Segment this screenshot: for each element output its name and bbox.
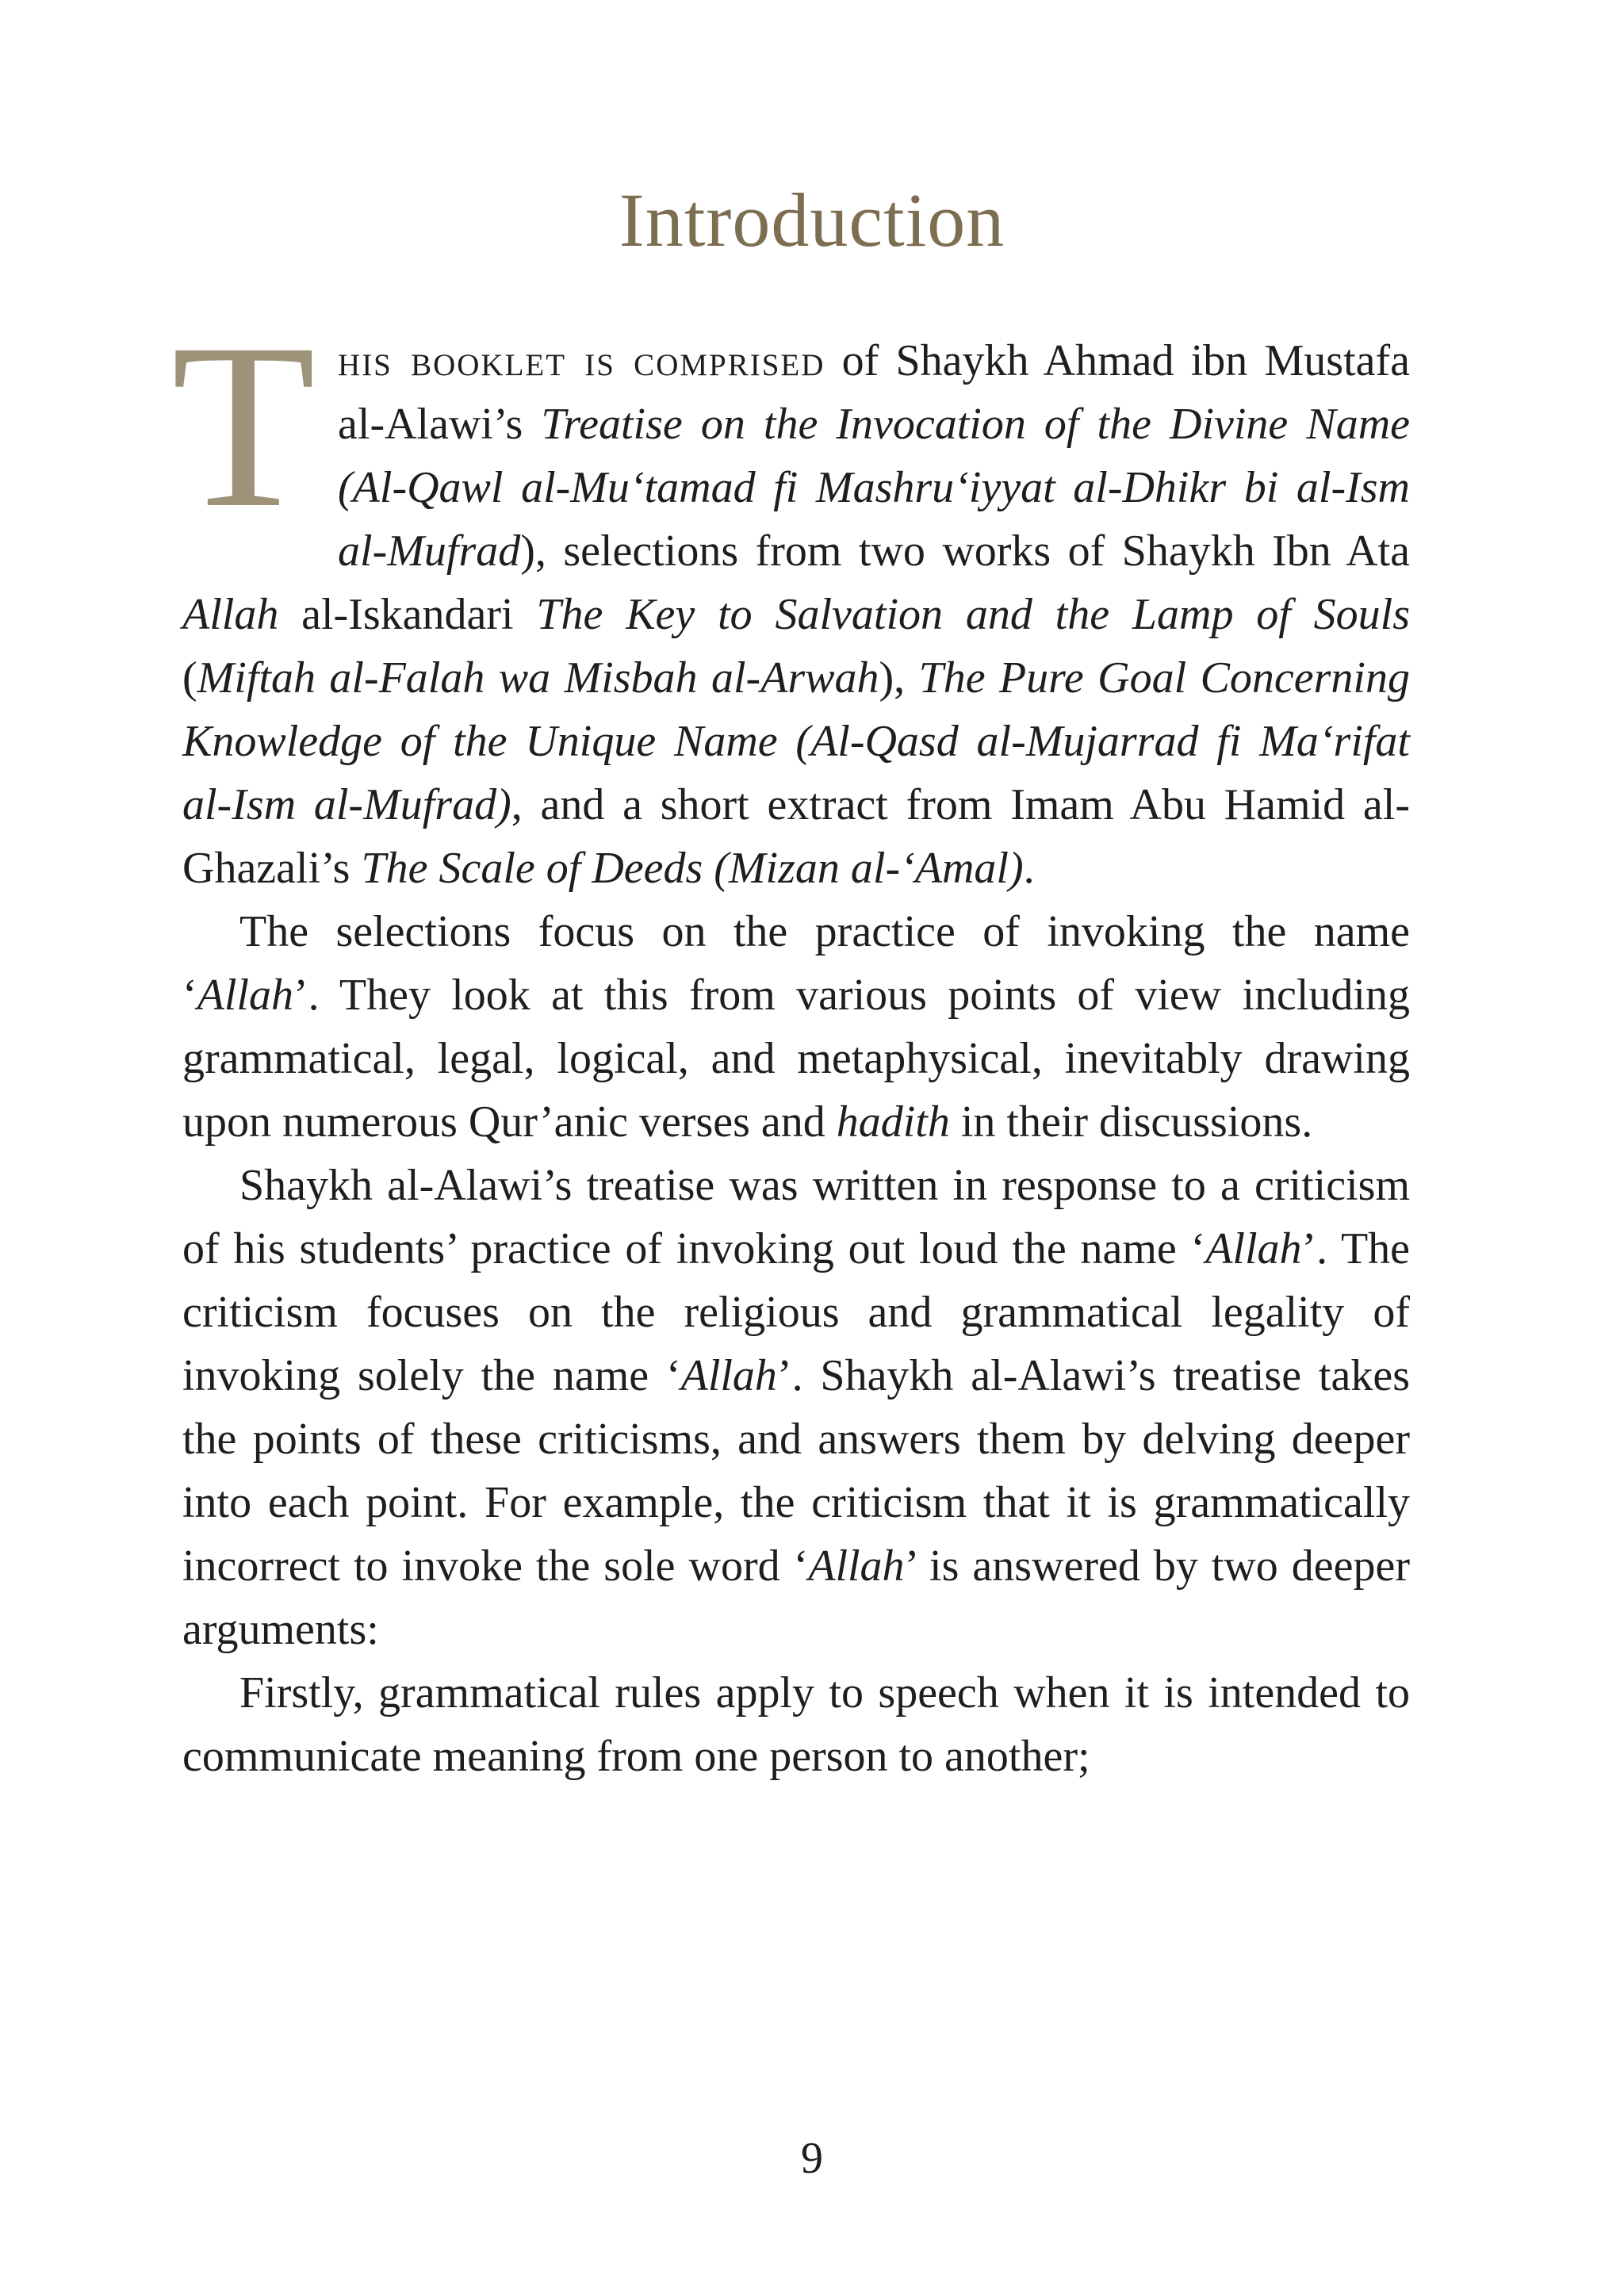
page-title: Introduction — [619, 178, 1005, 262]
text-run: al-Iskandari — [278, 590, 537, 639]
page-number: 9 — [801, 2134, 823, 2183]
text-run: Shaykh al-Alawi’s treatise was written in response to a criticism of his students’ practice of invoking out loud the name ‘ — [182, 1161, 1410, 1273]
drop-cap: T — [171, 295, 316, 557]
text-run: Firstly, grammatical rules apply to speech when it is intended to communicate meaning from one person to another; — [182, 1668, 1410, 1781]
text-run: The selections focus on the practice of invoking the name ‘ — [182, 907, 1410, 1020]
italic-word: Allah — [197, 971, 293, 1020]
italic-title: Miftah al-Falah wa Misbah al-Arwah — [197, 653, 879, 703]
text-run: ), selections from two works of Shaykh Ibn Ata — [520, 527, 1410, 576]
text-run: ’. They look at this from various points of view including grammatical, legal, logical, and metaphysical, inevitably drawing upon numerous Qur’anic verses and — [182, 971, 1410, 1147]
italic-word: Allah — [680, 1351, 777, 1400]
italic-word: hadith — [836, 1097, 950, 1147]
italic-title: The Key to Salvation and the Lamp of Souls — [536, 590, 1411, 639]
body-text — [171, 295, 1411, 1788]
paragraph-2 — [182, 900, 1410, 1154]
text-run: in their discussions. — [949, 1097, 1313, 1147]
paragraph-1 — [171, 295, 1411, 900]
paragraph-4 — [182, 1661, 1410, 1788]
text-run: . — [1023, 844, 1035, 893]
italic-title: The Scale of Deeds (Mizan al-‘Amal) — [361, 844, 1024, 893]
text-run: ), — [879, 653, 919, 703]
text-run: of Shaykh Ahmad ibn Mustafa al-Alawi’s — [338, 336, 1411, 449]
italic-title: Treatise on the Invocation of the Divine Name (Al-Qawl al-Mu‘tamad fi Mashru‘iyyat al-Dhikr bi al-Ism al-Mufrad — [338, 400, 1410, 576]
text-run: ’. Shaykh al-Alawi’s treatise takes the points of these criticisms, and answers them by delving deeper into each point. For example, the criticism that it is grammatically incorrect to invoke the sole word ‘ — [182, 1351, 1410, 1591]
text-run: ’. The criticism focuses on the religious and grammatical legality of invoking solely the name ‘ — [182, 1224, 1411, 1400]
lead-small-caps: his booklet is comprised — [338, 336, 825, 385]
text-run: ’ is answered by two deeper arguments: — [182, 1541, 1410, 1654]
text-run: , and a short extract from Imam Abu Hamid al-Ghazali’s — [182, 780, 1410, 893]
italic-word: Allah — [808, 1541, 905, 1591]
italic-title: The Pure Goal Concerning Knowledge of the Unique Name (Al-Qasd al-Mujarrad fi Ma‘rifat al-Ism al-Mufrad) — [182, 653, 1410, 829]
text-run: ( — [182, 653, 197, 703]
italic-word: Allah — [1205, 1224, 1302, 1273]
paragraph-3 — [182, 1154, 1410, 1661]
italic-word: Allah — [182, 590, 279, 639]
